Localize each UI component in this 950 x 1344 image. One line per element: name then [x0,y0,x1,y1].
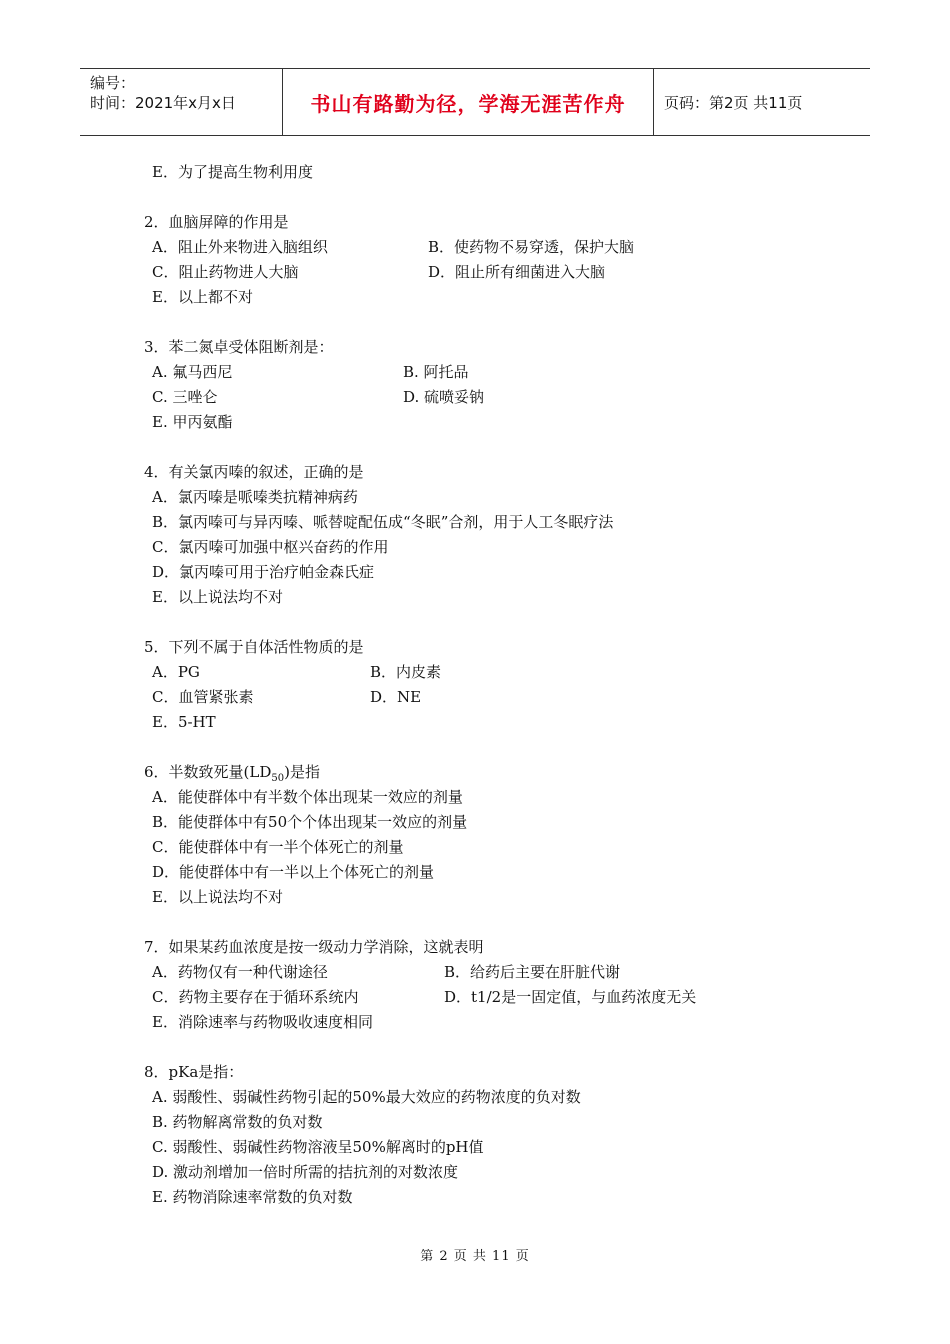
q6-option-a: A．能使群体中有半数个体出现某一效应的剂量 [152,788,463,806]
q5-option-d: D．NE [370,688,422,706]
q7-row-cd [144,985,864,1010]
q6-option-e: E．以上说法均不对 [152,888,283,906]
header-meta [80,69,282,135]
q6-option-b: B．能使群体中有50个个体出现某一效应的剂量 [152,813,468,831]
page-info: 页码：第2页 共11页 [664,93,803,112]
q5-stem: 5．下列不属于自体活性物质的是 [144,638,364,656]
q2-option-b: B．使药物不易穿透，保护大脑 [428,238,635,256]
q8-option-e: E. 药物消除速率常数的负对数 [152,1188,353,1206]
page-header [80,68,870,136]
q3-row-cd [144,385,864,410]
q3-option-c: C. 三唑仑 [152,388,218,406]
q5-row-cd [144,685,864,710]
q4-option-b: B．氯丙嗪可与异丙嗪、哌替啶配伍成“冬眠”合剂，用于人工冬眠疗法 [152,513,614,531]
q3-option-a: A. 氟马西尼 [152,363,233,381]
q7-option-a: A．药物仅有一种代谢途径 [152,963,328,981]
q7-option-c: C．药物主要存在于循环系统内 [152,988,359,1006]
question-list [144,160,864,1210]
q4-option-c: C．氯丙嗪可加强中枢兴奋药的作用 [152,538,389,556]
q4-stem: 4．有关氯丙嗪的叙述，正确的是 [144,463,364,481]
q7-stem: 7．如果某药血浓度是按一级动力学消除，这就表明 [144,938,484,956]
q1-option-e: E．为了提高生物利用度 [152,163,313,181]
q8-option-d: D. 激动剂增加一倍时所需的拮抗剂的对数浓度 [152,1163,459,1181]
q5-row-ab [144,660,864,685]
q6-stem-sub: 50 [271,773,285,784]
q5-option-e: E．5-HT [152,713,216,731]
q2-row-ab [144,235,864,260]
q6-option-d: D．能使群体中有一半以上个体死亡的剂量 [152,863,435,881]
q4-option-a: A．氯丙嗪是哌嗪类抗精神病药 [152,488,358,506]
q5-option-b: B．内皮素 [370,663,442,681]
q6-stem-pre: 6．半数致死量(LD [144,763,272,781]
q3-row-ab [144,360,864,385]
code-label: 编号： [90,74,136,92]
q8-stem: 8．pKa是指： [144,1063,244,1081]
q6-option-c: C．能使群体中有一半个体死亡的剂量 [152,838,404,856]
motto: 书山有路勤为径，学海无涯苦作舟 [282,69,654,135]
q6-stem [144,760,864,785]
q7-option-e: E．消除速率与药物吸收速度相同 [152,1013,373,1031]
q8-option-a: A. 弱酸性、弱碱性药物引起的50%最大效应的药物浓度的负对数 [152,1088,581,1106]
q3-option-e: E. 甲丙氨酯 [152,413,233,431]
q4-option-d: D．氯丙嗪可用于治疗帕金森氏症 [152,563,375,581]
q2-option-a: A．阻止外来物进入脑组织 [152,238,328,256]
q7-row-ab [144,960,864,985]
page-footer: 第 2 页 共 11 页 [420,1249,530,1264]
q4-option-e: E．以上说法均不对 [152,588,283,606]
q2-stem: 2．血脑屏障的作用是 [144,213,289,231]
q3-option-b: B. 阿托品 [403,363,469,381]
q7-option-b: B．给药后主要在肝脏代谢 [444,963,621,981]
q3-stem: 3．苯二氮卓受体阻断剂是： [144,338,334,356]
q5-option-a: A．PG [152,663,200,681]
q8-option-c: C. 弱酸性、弱碱性药物溶液呈50%解离时的pH值 [152,1138,484,1156]
q7-option-d: D．t1/2是一固定值，与血药浓度无关 [444,988,697,1006]
q5-option-c: C．血管紧张素 [152,688,254,706]
q2-row-cd [144,260,864,285]
q8-option-b: B. 药物解离常数的负对数 [152,1113,323,1131]
q2-option-e: E．以上都不对 [152,288,253,306]
q6-stem-post: )是指 [284,763,320,781]
q2-option-c: C．阻止药物进人大脑 [152,263,299,281]
q2-option-d: D．阻止所有细菌进入大脑 [428,263,606,281]
time-label: 时间：2021年x月x日 [90,94,236,112]
q3-option-d: D. 硫喷妥钠 [403,388,485,406]
